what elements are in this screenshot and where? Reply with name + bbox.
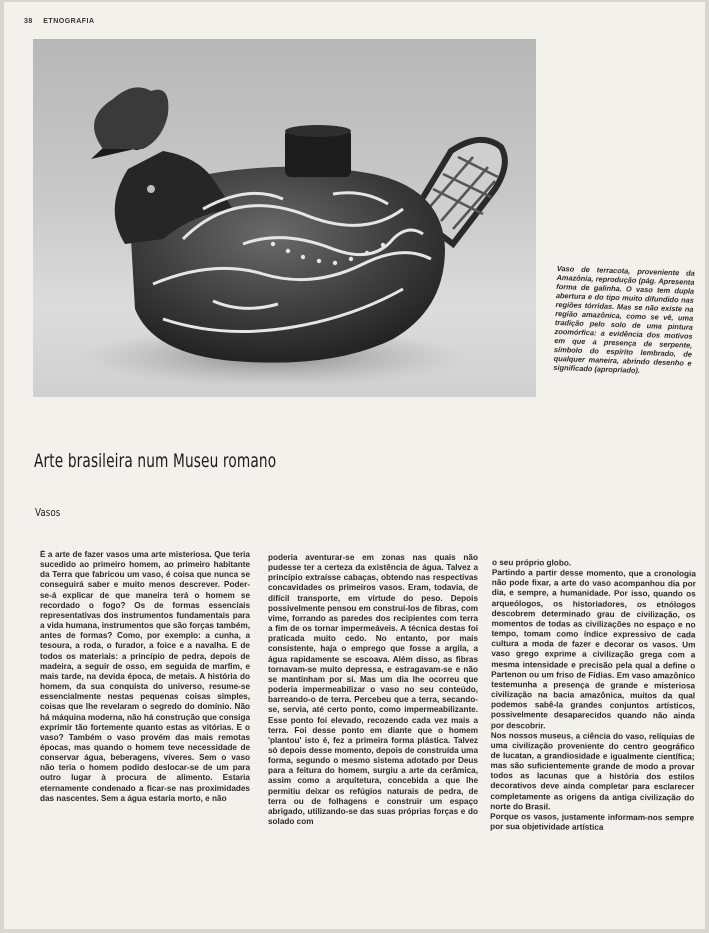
section-name: ETNOGRAFIA: [43, 18, 95, 25]
text-column-1: [40, 550, 250, 902]
column-text: É a arte de fazer vasos uma arte misteriosa. Que teria sucedido ao primeiro homem, ao primeiro habitante da Terra que fabricou um vaso, é coisa que nunca se conseguirá saber e muito menos descrever. Poder-se-á explicar de que maneira terá o homem se recordado o fogo? Os de formas essenciais representativas dos instrumentos fundamentais para a vida humana, instrumentos que são forças também, antes de formas? Como, por exemplo: a cunha, a tesoura, a roda, o furador, a foice e a navalha. E de todos os materiais: a princípio de pedra, depois de madeira, a seguir de osso, em seguida de marfim, e mais tarde, na devida época, de metais. A história do homem, da sua conquista do universo, resume-se essencialmente nestas pequenas coisas simples, coisas que lhe revelaram o segredo do domínio. Não há máquina moderna, não há construção que consiga exprimir tão fortemente quanto estas as vitórias. E o vaso? Também o vaso provém das mais remotas épocas, mas quando o homem teve necessidade de conservar água, beberagens, víveres. Sem o vaso não teria o homem podido deslocar-se de um para outro lugar à procura de alimento. Estaria eternamente condenado a ficar-se nas proximidades das nascentes. Sem a água estaria morto, e não: [40, 550, 250, 803]
page-number: 38: [24, 18, 33, 25]
column-text: o seu próprio globo. Partindo a partir desse momento, que a cronologia não pode fixar, a arte do vaso acompanhou dia por dia, e sempre, a humanidade. Por isso, quando os arqueólogos, os historiadores, os etnólogos descobrem determinado grau de civilização, os momentos de todas as civilizações no espaço e no tempo, tomam como índice expressivo de cada cultura a moda de fazer e decorar os vasos. Um vaso grego exprime a civilização grega com a mesma intensidade e precisão pela qual a define o Partenon ou um friso de Fídias. Em vaso amazônico testemunha a presença de grande e misteriosa civilização na bacia amazônica, muitos da qual podemos sabê-la grandes conjuntos artísticos, possivelmente desaparecidos quando não ainda por descobrir. Nos nossos museus, a ciência do vaso, relíquias de uma civilização proveniente do centro geográfico de Iucatan, a grandiosidade e igualmente científica; mas são suficientemente grande de modo a provar todos as lacunas que a história dos estilos decorativos deve ainda completar para esclarecer completamente as origens da antiga civilização do norte do Brasil. Porque os vasos, justamente informam-nos sempre por sua objetividade artística: [490, 558, 696, 832]
eye: [147, 185, 155, 193]
running-header: [24, 18, 95, 25]
ceramic-vessel-bird-photo: [33, 39, 536, 397]
magazine-page: [4, 2, 705, 929]
comb: [94, 87, 168, 149]
text-column-3: [490, 558, 696, 905]
column-text: poderia aventurar-se em zonas nas quais não pudesse ter a certeza da existência de água. Talvez a princípio extraísse cabaças, obtendo nas respectivas concavidades os primeiros vasos. Eram, todavia, de difícil transporte, em virtude do peso. Depois possivelmente pensou em construí-los de fibras, com vime, forrando as paredes dos recipientes com terra a fim de os tornar impermeáveis. A técnica destas foi praticada muito cedo. No entanto, por mais consistente, haja o emprego que fosse a argila, a água rapidamente se escoava. Além disso, as fibras tornavam-se muito depressa, e estragavam-se e não se mantinham por si. Mas um dia lhe ocorreu que poderia impermeabilizar o vaso no seu conteúdo, barreando-o de terra. Percebeu que a terra, secando-se, servia, até certo ponto, como impermeabilizante. Esse ponto foi elevado, recozendo cada vez mais a terra. Foi desse ponto em diante que o homem 'plantou' isto é, fez a primeira forma plástica. Talvez só depois desse momento, depois de construída uma forma, segundo o mesmo sistema adotado por Deus para a feitura do homem, surgiu a arte da cerâmica, assim como a arquitetura, concebida a que lhe permitiu deixar os refúgios naturais de pedra, de terra ou de folhagens e construir um espaço abrigado, utilizando-se das suas próprias forças e do solado com: [268, 553, 478, 827]
photo-caption: Vaso de terracota, proveniente da Amazônia, reprodução (pág. Apresenta forma de galinha. O vaso tem dupla abertura e do tipo muito difundido nas regiões tórridas. Mas se não existe na região amazônica, como se vê, uma tradição pelo solo de uma pintura zoomórfica: a evidência dos motivos em que a presença de serpente, símbolo do espírito lembrado, de qualquer maneira, abrindo desenho e significado (apropriado).: [553, 264, 695, 375]
article-title: Arte brasileira num Museu romano: [34, 450, 277, 472]
article-author: Vasos: [35, 506, 61, 519]
text-column-2: [268, 553, 478, 903]
vessel-illustration: [33, 39, 536, 397]
